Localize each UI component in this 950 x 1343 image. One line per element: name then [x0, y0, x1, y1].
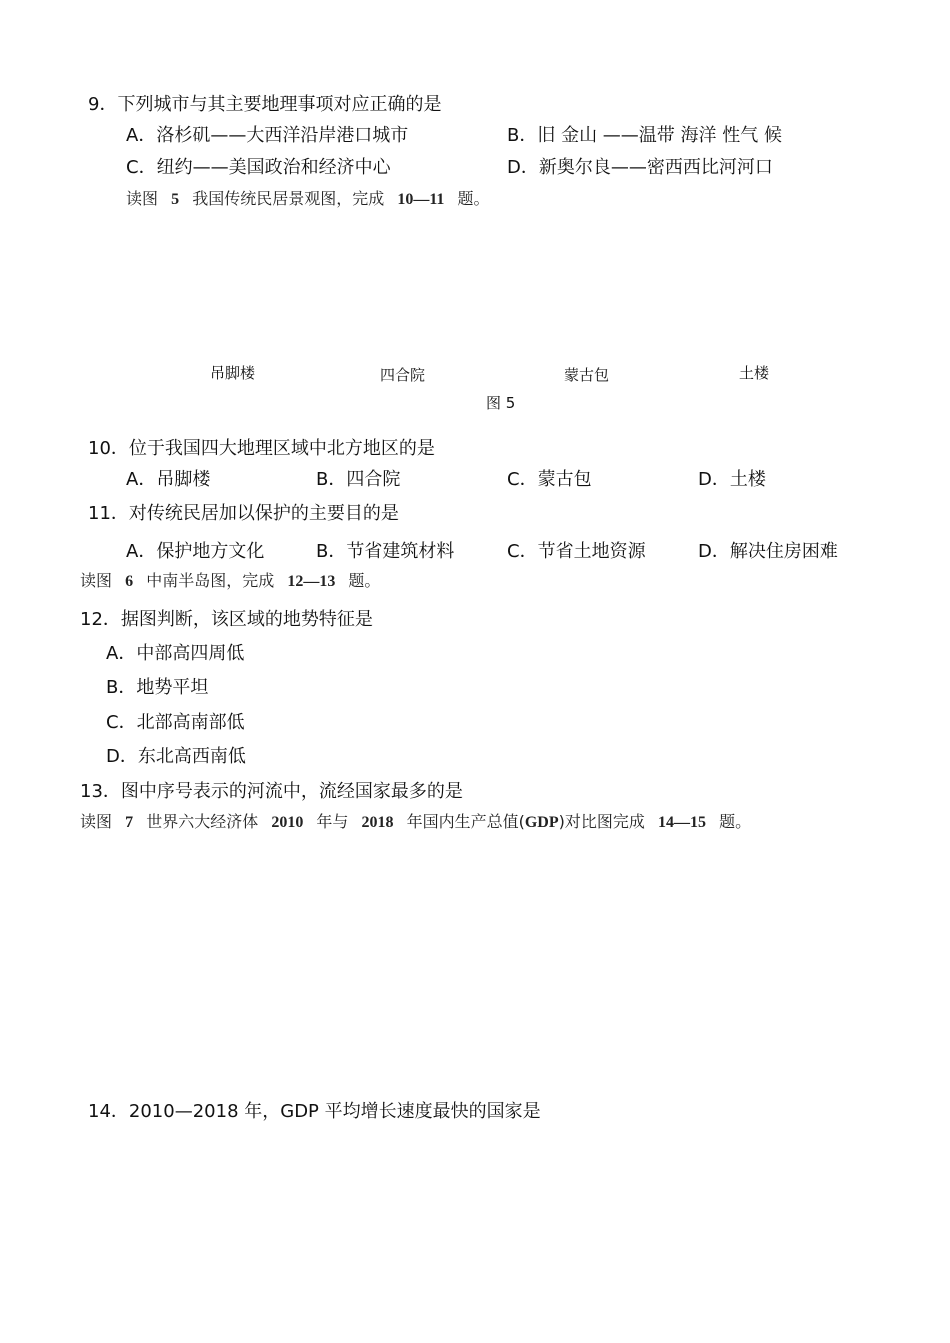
q11-option-c: C．节省土地资源: [507, 541, 646, 562]
q9-option-c: C．纽约——美国政治和经济中心: [126, 157, 391, 178]
q10-option-b: B．四合院: [316, 469, 401, 490]
q9-stem: 9．下列城市与其主要地理事项对应正确的是: [88, 94, 442, 115]
fig5-intro-n1: 5: [171, 191, 180, 208]
q12-option-b: B．地势平坦: [106, 677, 209, 698]
fig7-intro-p1: 读图: [80, 812, 113, 831]
fig7-intro-p4: 年国内生产总值(: [406, 812, 525, 831]
fig5-label-tulou: 土楼: [739, 364, 770, 382]
fig7-intro: [80, 811, 751, 834]
fig7-intro-n5: 14—15: [657, 814, 706, 831]
q11-stem: 11．对传统民居加以保护的主要目的是: [88, 503, 399, 524]
fig5-label-siheyuan: 四合院: [380, 366, 426, 384]
fig5-label-menggubao: 蒙古包: [564, 366, 610, 384]
fig6-intro-n1: 6: [125, 573, 134, 590]
fig5-label-diaojiaolou: 吊脚楼: [210, 364, 256, 382]
fig6-intro-p1: 读图: [80, 571, 113, 590]
fig7-intro-p6: 题。: [719, 812, 752, 831]
q10-stem: 10．位于我国四大地理区域中北方地区的是: [88, 438, 435, 459]
fig5-intro-n2: 10—11: [397, 191, 445, 208]
q12-stem: 12．据图判断，该区域的地势特征是: [80, 609, 373, 630]
fig7-intro-p5: )对比图完成: [558, 812, 645, 831]
q11-option-b: B．节省建筑材料: [316, 541, 455, 562]
fig6-intro-p2: 中南半岛图，完成: [146, 571, 275, 590]
q9-option-b: B．旧 金山 ——温带 海洋 性气 候: [507, 125, 782, 146]
q10-option-d: D．土楼: [698, 469, 766, 490]
q9-option-a: A．洛杉矶——大西洋沿岸港口城市: [126, 125, 409, 146]
q13-stem: 13．图中序号表示的河流中，流经国家最多的是: [80, 781, 463, 802]
fig7-intro-n3: 2018: [361, 814, 394, 831]
fig5-intro-p2: 我国传统民居景观图，完成: [192, 189, 385, 208]
fig7-intro-n4: GDP: [524, 814, 559, 831]
fig5-intro-p1: 读图: [126, 189, 159, 208]
q12-option-a: A．中部高四周低: [106, 643, 245, 664]
q11-option-d: D．解决住房困难: [698, 541, 838, 562]
fig5-intro: [126, 188, 490, 211]
q11-option-a: A．保护地方文化: [126, 541, 265, 562]
q14-stem: 14．2010—2018 年，GDP 平均增长速度最快的国家是: [88, 1101, 541, 1122]
fig5-caption: 图 5: [486, 394, 516, 412]
q12-option-d: D．东北高西南低: [106, 746, 246, 767]
fig6-intro-n2: 12—13: [287, 573, 336, 590]
fig7-intro-n2: 2010: [271, 814, 304, 831]
fig7-intro-n1: 7: [125, 814, 134, 831]
q10-option-c: C．蒙古包: [507, 469, 592, 490]
fig6-intro-p3: 题。: [348, 571, 381, 590]
fig5-intro-p3: 题。: [457, 189, 490, 208]
fig7-intro-p3: 年与: [316, 812, 349, 831]
fig7-intro-p2: 世界六大经济体: [146, 812, 259, 831]
q10-option-a: A．吊脚楼: [126, 469, 211, 490]
q9-option-d: D．新奥尔良——密西西比河河口: [507, 157, 773, 178]
fig6-intro: [80, 570, 380, 593]
q12-option-c: C．北部高南部低: [106, 712, 245, 733]
